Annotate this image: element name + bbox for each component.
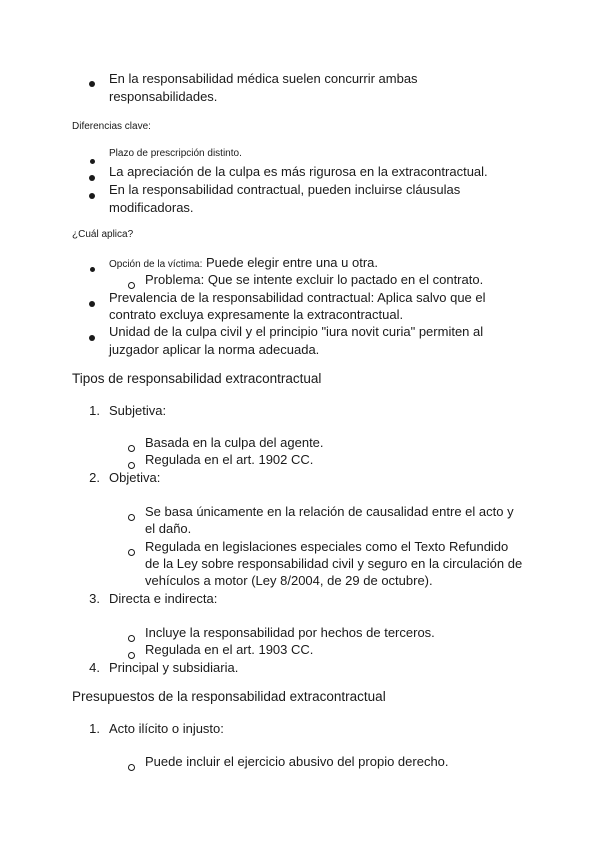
tipos-item-1-sub-2: Regulada en el art. 1902 CC. [145, 452, 314, 467]
sub-bullet-circle [128, 543, 135, 560]
sub-bullet-circle [128, 629, 135, 646]
aplica-item-3-line-2: juzgador aplicar la norma adecuada. [109, 342, 320, 357]
list-number: 4. [89, 660, 100, 675]
tipos-item-2-sub-2-line-1: Regulada en legislaciones especiales como el Texto Refundido [145, 539, 509, 554]
presupuestos-heading: Presupuestos de la responsabilidad extracontractual [72, 689, 386, 704]
bullet-dot [89, 74, 95, 91]
diferencias-item-3-line-1: En la responsabilidad contractual, pueden incluirse cláusulas [109, 182, 461, 197]
aplica-item-1-text: Puede elegir entre una u otra. [202, 255, 378, 270]
bullet-dot [90, 151, 95, 168]
tipos-item-3: Directa e indirecta: [109, 591, 218, 606]
aplica-label: ¿Cuál aplica? [72, 229, 134, 240]
bullet-dot [89, 186, 95, 203]
tipos-item-3-sub-1: Incluye la responsabilidad por hechos de terceros. [145, 625, 435, 640]
list-number: 1. [89, 721, 100, 736]
list-number: 3. [89, 591, 100, 606]
tipos-item-1: Subjetiva: [109, 403, 167, 418]
intro-line-1: En la responsabilidad médica suelen concurrir ambas [109, 71, 418, 86]
diferencias-item-1: Plazo de prescripción distinto. [109, 148, 242, 159]
tipos-item-1-sub-1: Basada en la culpa del agente. [145, 435, 324, 450]
aplica-item-2-line-2: contrato excluya expresamente la extracontractual. [109, 307, 404, 322]
diferencias-item-3-line-2: modificadoras. [109, 200, 194, 215]
intro-line-2: responsabilidades. [109, 89, 218, 104]
diferencias-label: Diferencias clave: [72, 121, 151, 132]
list-number: 1. [89, 403, 100, 418]
list-number: 2. [89, 470, 100, 485]
bullet-dot [90, 259, 95, 276]
diferencias-item-2: La apreciación de la culpa es más rigurosa en la extracontractual. [109, 164, 488, 179]
sub-bullet-circle [128, 439, 135, 456]
tipos-item-3-sub-2: Regulada en el art. 1903 CC. [145, 642, 314, 657]
tipos-item-2-sub-2-line-2: de la Ley sobre responsabilidad civil y seguro en la circulación de [145, 556, 523, 571]
presupuestos-item-1-sub-1: Puede incluir el ejercicio abusivo del propio derecho. [145, 754, 449, 769]
tipos-item-4: Principal y subsidiaria. [109, 660, 239, 675]
bullet-dot [89, 294, 95, 311]
aplica-item-3-line-1: Unidad de la culpa civil y el principio "iura novit curia" permiten al [109, 324, 484, 339]
tipos-item-2: Objetiva: [109, 470, 161, 485]
bullet-dot [89, 328, 95, 345]
aplica-item-1-sub: Problema: Que se intente excluir lo pactado en el contrato. [145, 272, 484, 287]
sub-bullet-circle [128, 508, 135, 525]
presupuestos-item-1: Acto ilícito o injusto: [109, 721, 224, 736]
aplica-item-2-line-1: Prevalencia de la responsabilidad contractual: Aplica salvo que el [109, 290, 486, 305]
tipos-item-2-sub-1-line-2: el daño. [145, 521, 192, 536]
sub-bullet-circle [128, 758, 135, 775]
tipos-item-2-sub-1-line-1: Se basa únicamente en la relación de causalidad entre el acto y [145, 504, 514, 519]
bullet-dot [89, 168, 95, 185]
tipos-heading: Tipos de responsabilidad extracontractual [72, 371, 322, 386]
tipos-item-2-sub-2-line-3: vehículos a motor (Ley 8/2004, de 29 de octubre). [145, 573, 433, 588]
aplica-item-1-label: Opción de la víctima: [109, 259, 203, 270]
